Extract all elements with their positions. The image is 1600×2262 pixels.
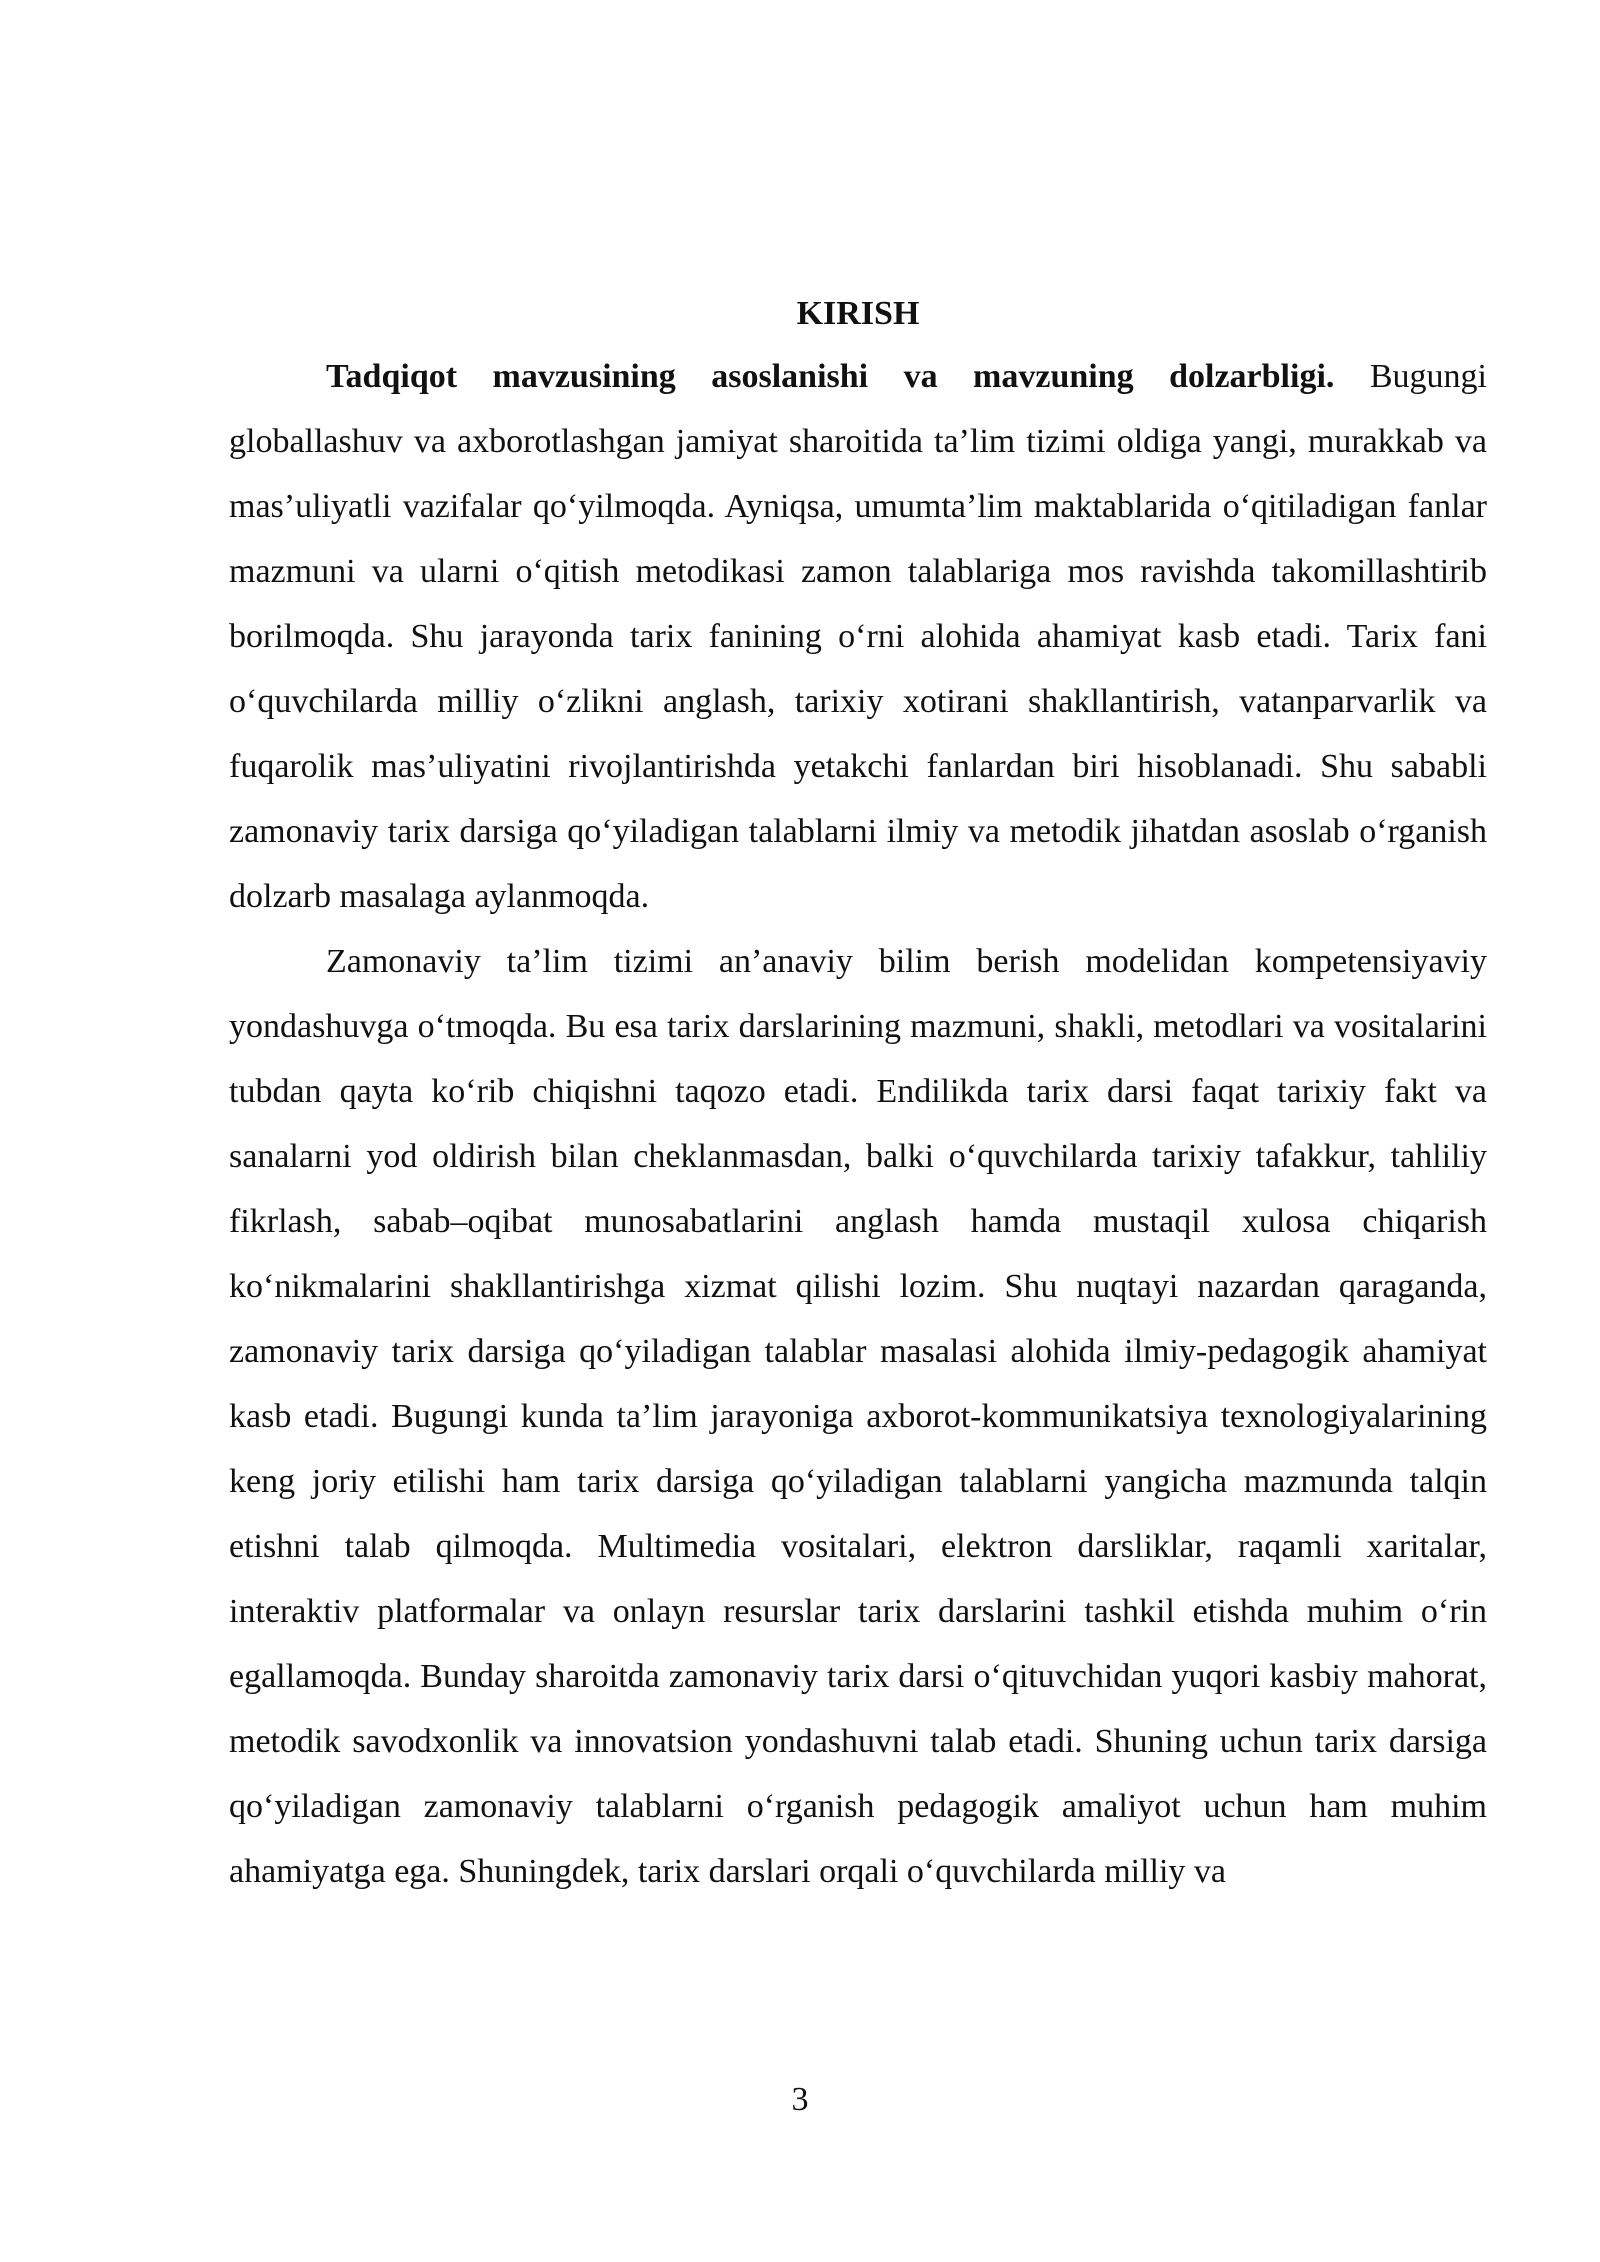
paragraph-1-lead: Tadqiqot mavzusining asoslanishi va mavzuning dolzarbligi. bbox=[326, 358, 1335, 395]
paragraph-1 bbox=[229, 344, 1487, 929]
page-content bbox=[229, 284, 1487, 1904]
page-number: 3 bbox=[791, 2081, 809, 2118]
section-heading: KIRISH bbox=[796, 295, 920, 332]
paragraph-2 bbox=[229, 929, 1487, 1904]
paragraph-2-text: Zamonaviy ta’lim tizimi an’anaviy bilim berish modelidan kompetensiyaviy yondashuvga o‘tmoqda. Bu esa tarix darslarining mazmuni, shakli, metodlari va vositalarini tubdan qayta ko‘rib chiqishni taqozo etadi. Endilikda tarix darsi faqat tarixiy fakt va sanalarni yod oldirish bilan cheklanmasdan, balki o‘quvchilarda tarixiy tafakkur, tahliliy fikrlash, sabab–oqibat munosabatlarini anglash hamda mustaqil xulosa chiqarish ko‘nikmalarini shakllantirishga xizmat qilishi lozim. Shu nuqtayi nazardan qaraganda, zamonaviy tarix darsiga qo‘yiladigan talablar masalasi alohida ilmiy-pedagogik ahamiyat kasb etadi. Bugungi kunda ta’lim jarayoniga axborot-kommunikatsiya texnologiyalarining keng joriy etilishi ham tarix darsiga qo‘yiladigan talablarni yangicha mazmunda talqin etishni talab qilmoqda. Multimedia vositalari, elektron darsliklar, raqamli xaritalar, interaktiv platformalar va onlayn resurslar tarix darslarini tashkil etishda muhim o‘rin egallamoqda. Bunday sharoitda zamonaviy tarix darsi o‘qituvchidan yuqori kasbiy mahorat, metodik savodxonlik va innovatsion yondashuvni talab etadi. Shuning uchun tarix darsiga qo‘yiladigan zamonaviy talablarni o‘rganish pedagogik amaliyot uchun ham muhim ahamiyatga ega. Shuningdek, tarix darslari orqali o‘quvchilarda milliy va bbox=[229, 943, 1487, 1890]
paragraph-1-text: Bugungi globallashuv va axborotlashgan jamiyat sharoitida ta’lim tizimi oldiga yangi, murakkab va mas’uliyatli vazifalar qo‘yilmoqda. Ayniqsa, umumta’lim maktablarida o‘qitiladigan fanlar mazmuni va ularni o‘qitish metodikasi zamon talablariga mos ravishda takomillashtirib borilmoqda. Shu jarayonda tarix fanining o‘rni alohida ahamiyat kasb etadi. Tarix fani o‘quvchilarda milliy o‘zlikni anglash, tarixiy xotirani shakllantirish, vatanparvarlik va fuqarolik mas’uliyatini rivojlantirishda yetakchi fanlardan biri hisoblanadi. Shu sababli zamonaviy tarix darsiga qo‘yiladigan talablarni ilmiy va metodik jihatdan asoslab o‘rganish dolzarb masalaga aylanmoqda. bbox=[229, 358, 1488, 915]
